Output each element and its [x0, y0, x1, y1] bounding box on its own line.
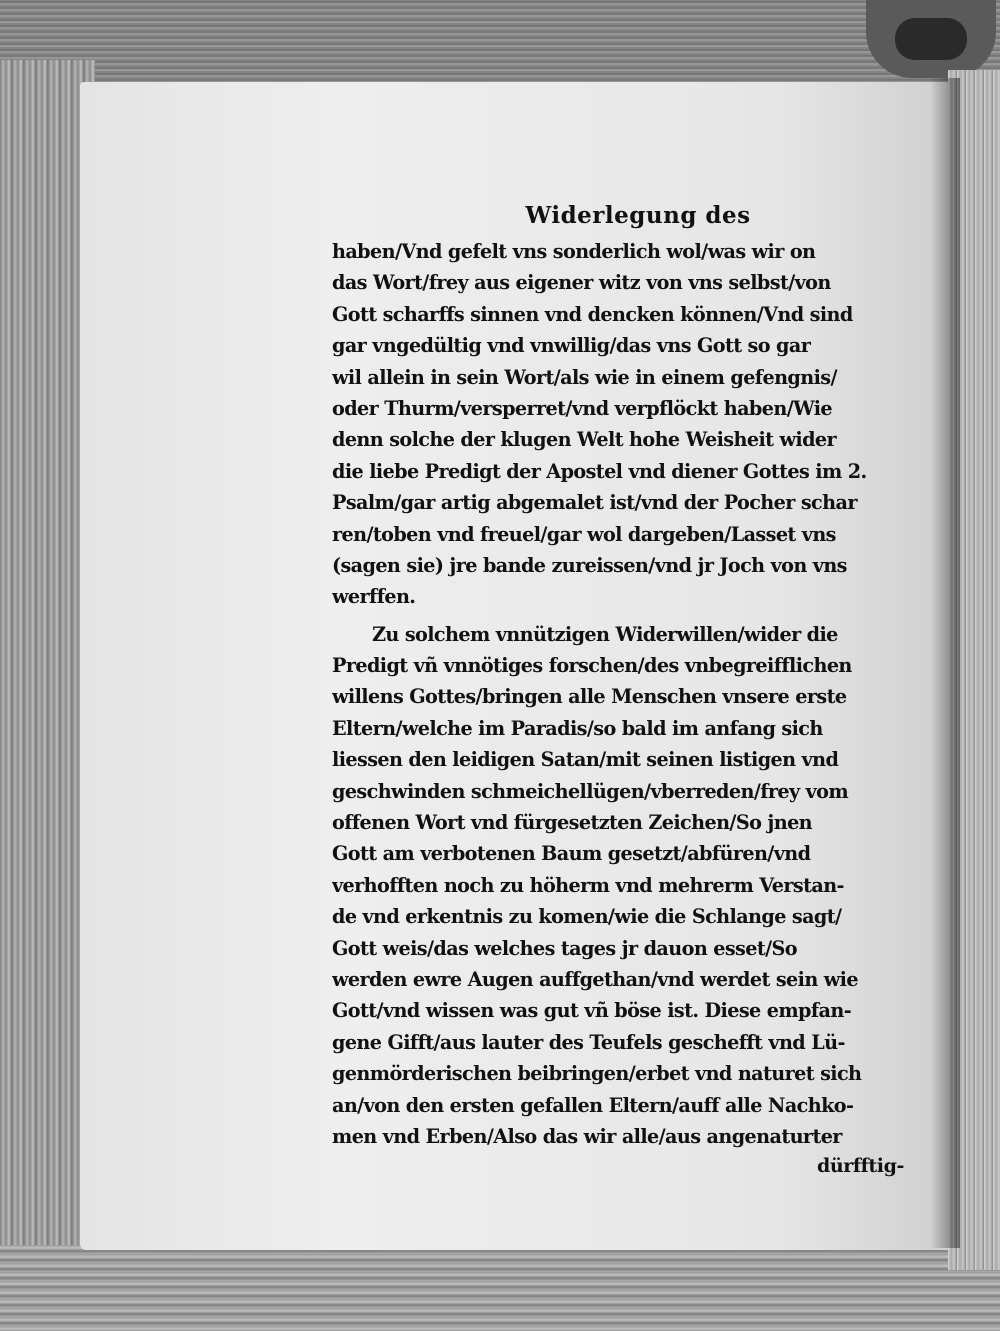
running-header: Widerlegung des — [525, 202, 751, 229]
text-line: Psalm/gar artig abgemalet ist/vnd der Pocher schar — [332, 491, 857, 515]
text-line: gene Gifft/aus lauter des Teufels geschefft vnd Lü- — [332, 1030, 845, 1054]
text-line: Gott scharffs sinnen vnd dencken können/Vnd sind — [332, 302, 853, 326]
text-line: Eltern/welche im Paradis/so bald im anfang sich — [332, 716, 823, 740]
text-line: Zu solchem vnnützigen Widerwillen/wider die — [372, 622, 838, 646]
page-text-block — [332, 196, 904, 1180]
text-line: Predigt vñ vnnötiges forschen/des vnbegreifflichen — [332, 654, 852, 678]
text-line: offenen Wort vnd fürgesetzten Zeichen/So jnen — [332, 811, 813, 835]
text-line: werffen. — [332, 585, 416, 609]
text-line: oder Thurm/versperret/vnd verpflöckt haben/Wie — [332, 396, 833, 420]
paragraph — [332, 236, 904, 613]
text-line: denn solche der klugen Welt hohe Weisheit wider — [332, 428, 837, 452]
text-line: haben/Vnd gefelt vns sonderlich wol/was wir on — [332, 240, 816, 263]
text-line: die liebe Predigt der Apostel vnd diener Gottes im 2. — [332, 459, 867, 483]
book-clasp-hole — [895, 18, 967, 60]
text-line: genmörderischen beibringen/erbet vnd naturet sich — [332, 1062, 862, 1086]
catchword: dürfftig- — [816, 1155, 904, 1178]
text-line: (sagen sie) jre bande zureissen/vnd jr Joch von vns — [332, 553, 847, 577]
text-line: de vnd erkentnis zu komen/wie die Schlange sagt/ — [332, 905, 842, 929]
text-line: ren/toben vnd freuel/gar wol dargeben/Lasset vns — [332, 522, 836, 546]
text-line: geschwinden schmeichellügen/vberreden/frey vom — [332, 779, 849, 803]
text-line: verhofften noch zu höherm vnd mehrerm Verstan- — [332, 873, 844, 897]
text-line: willens Gottes/bringen alle Menschen vnsere erste — [332, 685, 847, 709]
text-line: Gott/vnd wissen was gut vñ böse ist. Diese empfan- — [332, 999, 852, 1023]
text-line: Gott am verbotenen Baum gesetzt/abfüren/vnd — [332, 842, 811, 866]
text-line: liessen den leidigen Satan/mit seinen listigen vnd — [332, 748, 839, 772]
page-edges-bottom — [0, 1245, 1000, 1331]
text-line: men vnd Erben/Also das wir alle/aus angenaturter — [332, 1124, 842, 1148]
paragraph — [332, 619, 904, 1153]
book-top-edge — [0, 0, 1000, 92]
spine-shadow — [930, 78, 960, 1248]
text-line: Gott weis/das welches tages jr dauon esset/So — [332, 936, 797, 960]
text-line: wil allein in sein Wort/als wie in einem gefengnis/ — [332, 365, 837, 389]
text-line: an/von den ersten gefallen Eltern/auff alle Nachko- — [332, 1093, 854, 1117]
text-line: das Wort/frey aus eigener witz von vns selbst/von — [332, 271, 831, 295]
text-line: gar vngedültig vnd vnwillig/das vns Gott so gar — [332, 334, 811, 358]
text-line: werden ewre Augen auffgethan/vnd werdet sein wie — [332, 967, 858, 991]
